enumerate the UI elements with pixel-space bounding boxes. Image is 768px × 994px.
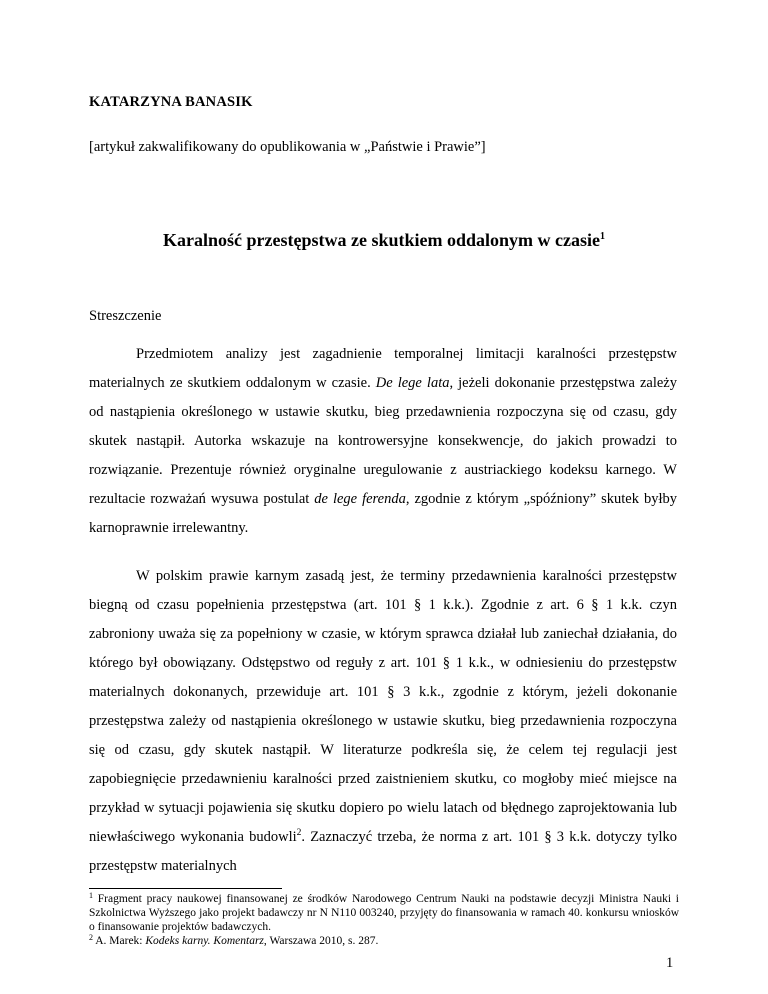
abstract-text-1: Przedmiotem analizy jest zagadnienie temporalnej limitacji karalności przestępstw materialnych ze skutkiem oddalonym w czasie.: [89, 346, 677, 391]
body-paragraph: [89, 562, 677, 881]
article-title-text: Karalność przestępstwa ze skutkiem oddalonym w czasie: [163, 230, 600, 250]
footnote-2-author: A. Marek:: [93, 935, 146, 947]
abstract-latin-term-2: de lege ferenda: [314, 491, 406, 507]
body-text-2: . Zaznaczyć trzeba, że norma z art. 101 § 3 k.k. dotyczy tylko przestępstw materialnych: [89, 829, 677, 874]
footnote-1-mark: 1: [89, 891, 93, 900]
abstract-text-3: , zgodnie z którym „spóźniony” skutek byłby karnoprawnie irrelewantny.: [89, 491, 678, 536]
footnote-2: [89, 934, 679, 948]
footnote-2-details: , Warszawa 2010, s. 287.: [263, 935, 379, 947]
abstract-text-2: , jeżeli dokonanie przestępstwa zależy od nastąpienia określonego w ustawie skutku, bieg przedawnienia rozpoczyna się od czasu, gdy skutek nastąpił. Autorka wskazuje na kontrowersyjne konsekwencje, do jakich prowadzi to rozwiązanie. Prezentuje również oryginalne uregulowanie z austriackiego kodeksu karnego. W rezultacie rozważań wysuwa postulat: [89, 375, 677, 507]
footnote-2-work-title: Kodeks karny. Komentarz: [145, 935, 264, 947]
footnote-2-mark: 2: [89, 933, 93, 942]
footnote-1-text: Fragment pracy naukowej finansowanej ze środków Narodowego Centrum Nauki na podstawie decyzji Ministra Nauki i Szkolnictwa Wyższego jako projekt badawczy nr N N110 003240, przyjęty do finansowania w ramach 40. konkursu wniosków o finansowanie projektów badawczych.: [89, 893, 679, 933]
footnote-1: [89, 892, 679, 934]
publication-status-note: [artykuł zakwalifikowany do opublikowania w „Państwie i Prawie”]: [89, 139, 486, 155]
footnote-separator: [89, 888, 282, 889]
article-title: [0, 230, 768, 251]
abstract-latin-term-1: De lege lata: [375, 375, 450, 391]
page-number: 1: [666, 955, 674, 971]
body-text-1: W polskim prawie karnym zasadą jest, że terminy przedawnienia karalności przestępstw biegną od czasu popełnienia przestępstwa (art. 101 § 1 k.k.). Zgodnie z art. 6 § 1 k.k. czyn zabroniony uważa się za popełniony w czasie, w którym sprawca działał lub zaniechał działania, do którego był obowiązany. Odstępstwo od reguły z art. 101 § 1 k.k., w odniesieniu do przestępstw materialnych dokonanych, przewiduje art. 101 § 3 k.k., zgodnie z którym, jeżeli dokonanie przestępstwa zależy od nastąpienia określonego w ustawie skutku, bieg przedawnienia rozpoczyna się od czasu, gdy skutek nastąpił. W literaturze podkreśla się, że celem tej regulacji jest zapobiegnięcie przedawnieniu karalności przed zaistnieniem skutku, co mogłoby mieć miejsce na przykład w sytuacji pojawienia się skutku dopiero po wielu latach od błędnego zaprojektowania lub niewłaściwego wykonania budowli: [89, 568, 677, 845]
author-name: KATARZYNA BANASIK: [89, 94, 253, 110]
abstract-label: Streszczenie: [89, 308, 162, 324]
abstract-paragraph: [89, 340, 677, 543]
title-footnote-ref: 1: [599, 231, 605, 242]
body-footnote-ref: 2: [296, 828, 302, 838]
